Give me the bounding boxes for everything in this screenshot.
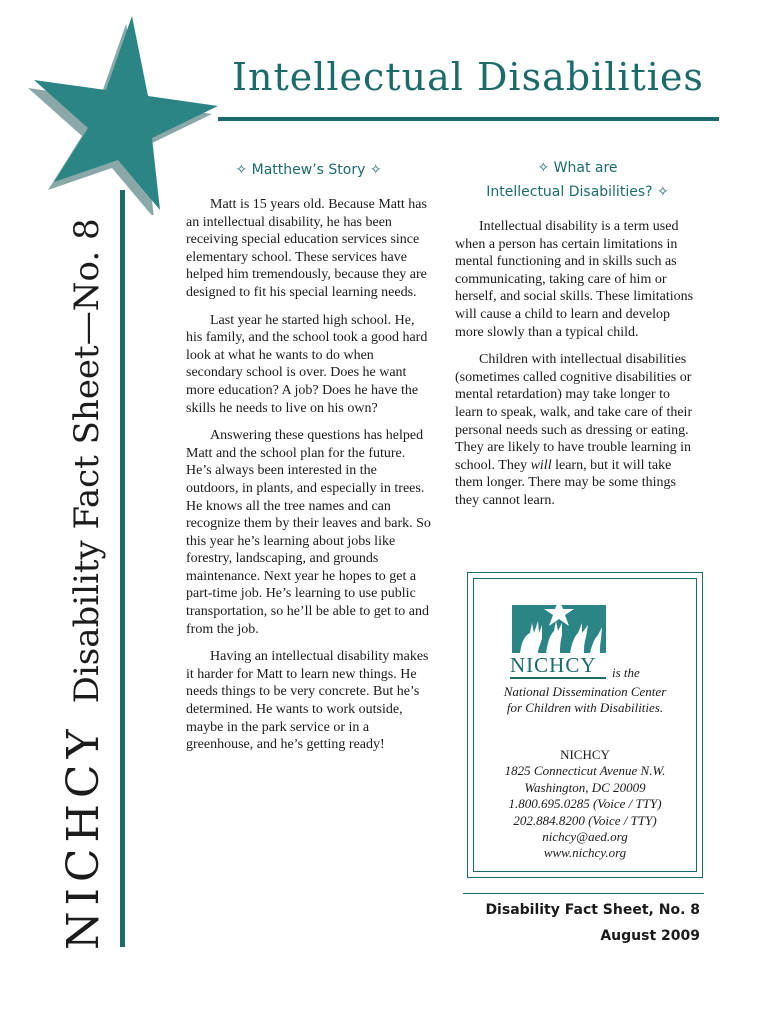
is-the-text: is the	[612, 665, 640, 680]
paragraph: Intellectual disability is a term used when a person has certain limitations in mental functioning and in skills such as communicating, taking care of him or herself, and social skills. These limitations will cause a child to learn and develop more slowly than a typical child.	[455, 219, 694, 340]
diamond-icon: ✧	[657, 184, 669, 200]
paragraph-text: Children with intellectual disabilities (sometimes called cognitive disabilities or mental retardation) may take longer to learn to speak, walk, and take care of their personal needs such as dressing or eating. They are likely to have trouble learning in school. They	[455, 352, 693, 473]
emphasis-text: will	[530, 457, 552, 473]
right-column	[455, 218, 700, 520]
contact-address: 1825 Connecticut Avenue N.W.	[504, 763, 666, 779]
contact-phone: 1.800.695.0285 (Voice / TTY)	[508, 796, 662, 812]
spine-label	[58, 218, 109, 950]
info-box	[467, 572, 703, 878]
contact-website-link[interactable]: www.nichcy.org	[543, 845, 627, 861]
spine-series: Disability Fact Sheet—No. 8	[67, 218, 107, 704]
description-line: National Dissemination Center	[503, 684, 667, 699]
footer-rule	[463, 893, 704, 894]
nichcy-wordmark: NICHCY	[510, 653, 597, 677]
left-heading	[186, 158, 431, 182]
logo-underline	[510, 677, 606, 679]
spine-org: NICHCY	[58, 723, 109, 950]
paragraph: Having an intellectual disability makes it harder for Matt to learn new things. He needs things to be very concrete. But he’s determined. He wants to work outside, maybe in the park service or in a greenhouse, and he’s getting ready!	[186, 649, 429, 753]
contact-block	[474, 747, 696, 862]
title-rule	[218, 117, 719, 121]
right-heading-line2: Intellectual Disabilities?	[486, 184, 653, 200]
diamond-icon: ✧	[235, 162, 248, 178]
right-heading-line1: What are	[553, 160, 618, 176]
footer-date: August 2009	[600, 928, 700, 944]
contact-phone: 202.884.8200 (Voice / TTY)	[513, 812, 657, 828]
diamond-icon: ✧	[369, 162, 382, 178]
contact-city: Washington, DC 20009	[524, 779, 646, 795]
right-heading	[455, 156, 700, 204]
paragraph	[455, 351, 700, 509]
paragraph: Answering these questions has helped Matt and the school plan for the future. He’s always been interested in the outdoors, in plants, and especially in trees. He knows all the tree names and can recognize them by their leaves and bark. So this year he’s learning about jobs like forestry, landscaping, and grounds maintenance. Next year he hopes to get a part-time job. He’s learning to use public transportation, so he’ll be able to get to and from the job.	[186, 428, 431, 637]
contact-email-link[interactable]: nichcy@aed.org	[542, 829, 628, 845]
left-column	[186, 196, 431, 764]
diamond-icon: ✧	[537, 160, 550, 176]
paragraph-text: learn, but it will take them longer. There may be some things they cannot learn.	[455, 457, 676, 508]
paragraph: Matt is 15 years old. Because Matt has an intellectual disability, he has been receiving special education services since elementary school. These services have helped him tremendously, because they are designed to fit his special learning needs.	[186, 197, 427, 300]
spine-rule	[120, 190, 125, 947]
star-logo-icon	[20, 10, 225, 215]
footer-series: Disability Fact Sheet, No. 8	[485, 902, 700, 918]
contact-org: NICHCY	[560, 747, 610, 762]
paragraph: Last year he started high school. He, his family, and the school took a good hard look at what he wants to do when secondary school is over. Does he want more education? A job? Does he have the skills he needs to live on his own?	[186, 312, 428, 416]
description-line: for Children with Disabilities.	[506, 700, 664, 715]
page-title: Intellectual Disabilities	[232, 55, 704, 99]
left-heading-text: Matthew’s Story	[251, 162, 366, 178]
info-box-inner	[473, 578, 697, 872]
